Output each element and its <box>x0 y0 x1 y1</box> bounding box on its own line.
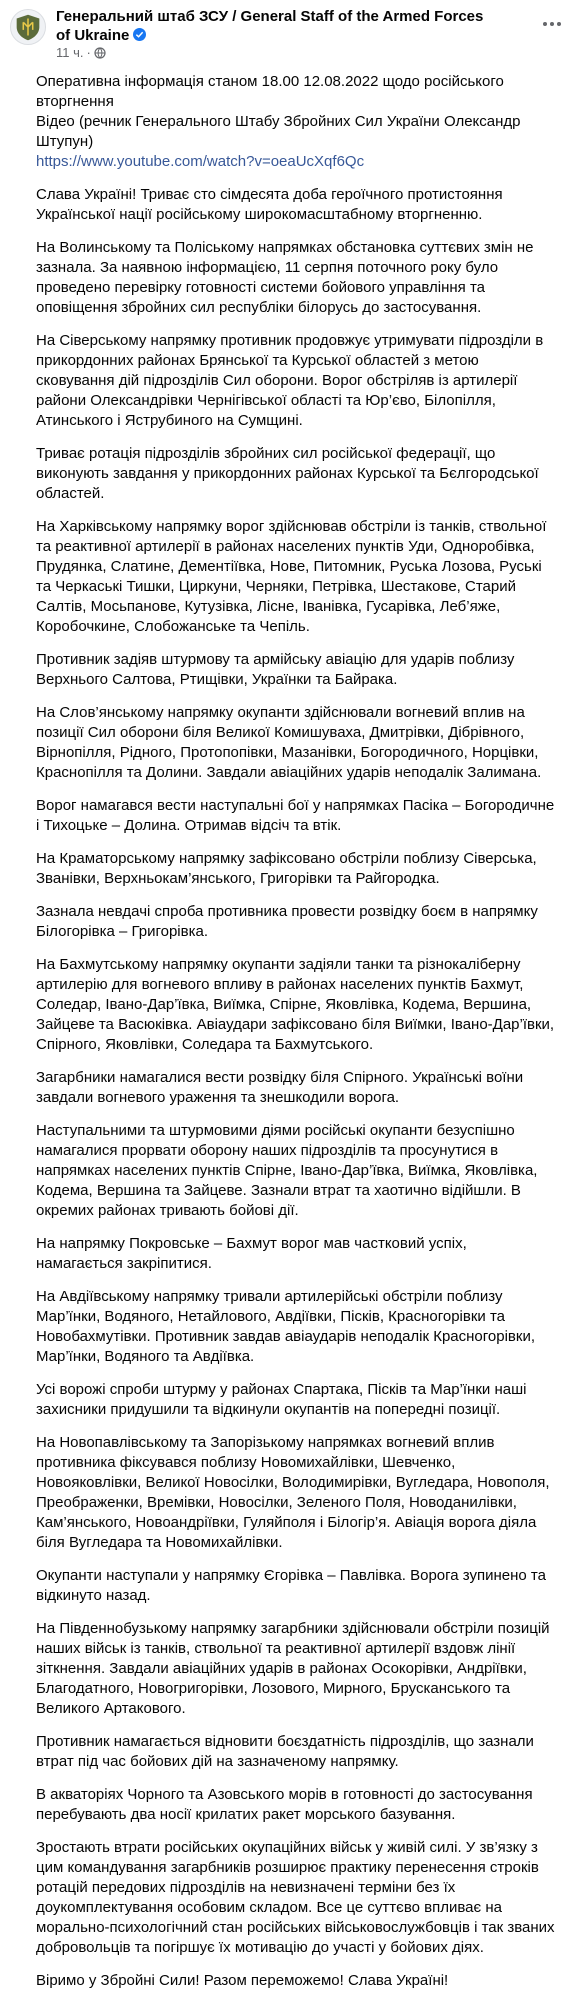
post-paragraph: Противник задіяв штурмову та армійську авіацію для ударів поблизу Верхнього Салтова, Ртищівки, Українки та Байрака. <box>36 651 515 688</box>
post-paragraph: Зростають втрати російських окупаційних військ у живій силі. У зв’язку з цим командування загарбників розширює практику перенесення строків ротацій передових підрозділів на невизначені терміни без їх доукомплектування особовим складом. Все це суттєво впливає на морально-психологічний стан російських військовослужбовців і так званих добровольців та погіршує їх мотивацію до участі у бойових діях. <box>36 1839 555 1956</box>
coat-of-arms-logo <box>11 10 45 44</box>
post-paragraph: На Південнобузькому напрямку загарбники здійснювали обстріли позицій наших військ із танків, ствольної та реактивної артилерії вздовж лінії зіткнення. Завдали авіаційних ударів в районах Осокорівки, Андріївки, Благодатного, Новогригорівки, Лозового, Мирного, Брусканського та Великого Артакового. <box>36 1620 550 1717</box>
post-paragraph: На Авдіївському напрямку тривали артилерійські обстріли поблизу Мар’їнки, Водяного, Нетайлового, Авдіївки, Пісків, Красногорівки та Новобахмутівки. Противник завдав авіаударів неподалік Красногорівки, Мар’їнки, Водяного та Авдіївка. <box>36 1288 536 1365</box>
post-paragraph: Усі ворожі спроби штурму у районах Спартака, Пісків та Мар’їнки наші захисники придушили та відкинули окупантів на попередні позиції. <box>36 1381 527 1418</box>
post-paragraph: Триває ротація підрозділів збройних сил російської федерації, що виконують завдання у прикордонних районах Курської та Бєлгородської областей. <box>36 445 539 502</box>
post-paragraph: На Сіверському напрямку противник продовжує утримувати підрозділи в прикордонних районах Брянської та Курської областей з метою сковування дій підрозділів Сил оборони. Ворог обстріляв із артилерії райони Олександрівки Чернігівської області та Юр’єво, Білопілля, Атинського і Яструбиного на Сумщині. <box>36 332 544 429</box>
post-paragraph: На напрямку Покровське – Бахмут ворог мав частковий успіх, намагається закріпитися. <box>36 1235 467 1272</box>
page-name[interactable]: Генеральний штаб ЗСУ / General Staff of the Armed Forces of Ukraine <box>56 8 484 44</box>
post-paragraph: На Новопавлівському та Запорізькому напрямках вогневий вплив противника фіксувався поблизу Новомихайлівки, Шевченко, Новояковлівки, Великої Новосілки, Володимирівки, Вугледара, Новополя, Преображенки, Времівки, Новосілки, Зеленого Поля, Новоданилівки, Кам’янського, Новоандріївки, Гуляйполя і Білогір’я. Авіація ворога діяла біля Вугледара та Новомихайлівки. <box>36 1434 550 1551</box>
post-paragraph: На Бахмутському напрямку окупанти задіяли танки та різнокаліберну артилерію для вогневого впливу в районах населених пунктів Бахмут, Соледар, Івано-Дар’ївка, Виїмка, Спірне, Яковлівка, Кодема, Вершина, Зайцеве та Васюківка. Авіаудари зафіксовано біля Виїмки, Івано-Дар’ївки, Спірного, Яковлівки, Соледара та Бахмутського. <box>36 956 555 1053</box>
post-timestamp[interactable]: 11 ч. <box>56 45 84 60</box>
globe-icon <box>94 47 106 59</box>
post-meta <box>56 45 106 60</box>
post-intro <box>36 72 556 172</box>
post-paragraph: На Краматорському напрямку зафіксовано обстріли поблизу Сіверська, Званівки, Верхньокам’янського, Григорівки та Райгородка. <box>36 850 537 887</box>
page-name-heading[interactable] <box>56 7 496 45</box>
post-paragraph: Противник намагається відновити боєздатність підрозділів, що зазнали втрат під час бойових дій на зазначеному напрямку. <box>36 1733 534 1770</box>
meta-separator: · <box>86 45 91 60</box>
video-link[interactable]: https://www.youtube.com/watch?v=oeaUcXqf6Qc <box>36 153 365 170</box>
intro-line-1: Оперативна інформація станом 18.00 12.08.2022 щодо російського вторгнення <box>36 73 504 110</box>
post-paragraph: Наступальними та штурмовими діями російські окупанти безуспішно намагалися прорвати оборону наших підрозділів та просунутися в напрямках населених пунктів Спірне, Івано-Дар’ївка, Виїмка, Яковлівка, Кодема, Вершина та Зайцеве. Зазнали втрат та хаотично відійшли. В окремих районах тривають бойові дії. <box>36 1122 538 1219</box>
post-paragraph: Окупанти наступали у напрямку Єгорівка – Павлівка. Ворога зупинено та відкинуто назад. <box>36 1567 546 1604</box>
post-paragraph: В акваторіях Чорного та Азовського морів в готовності до застосування перебувають два носії крилатих ракет морського базування. <box>36 1786 533 1823</box>
post-header <box>0 0 578 64</box>
post-paragraphs <box>36 185 556 1991</box>
post-paragraph: Віримо у Збройні Сили! Разом переможемо! Слава Україні! <box>36 1972 449 1989</box>
post-paragraph: На Слов’янському напрямку окупанти здійснювали вогневий вплив на позиції Сил оборони біля Великої Комишуваха, Дмитрівки, Дібрівного, Вірнопілля, Рідного, Протопопівки, Мазанівки, Богородичного, Норцівки, Краснопілля та Долини. Завдали авіаційних ударів неподалік Залимана. <box>36 704 542 781</box>
more-horizontal-icon <box>543 22 547 26</box>
more-options-button[interactable] <box>536 8 568 40</box>
post-paragraph: Слава Україні! Триває сто сімдесята доба героїчного протистояння Української нації російському широкомасштабному вторгненню. <box>36 186 503 223</box>
intro-line-2: Відео (речник Генерального Штабу Збройних Сил України Олександр Штупун) <box>36 113 521 150</box>
post-paragraph: Загарбники намагалися вести розвідку біля Спірного. Українські воїни завдали вогневого ураження та знешкодили ворога. <box>36 1069 524 1106</box>
post-paragraph: На Волинському та Поліському напрямках обстановка суттєвих змін не зазнала. За наявною інформацією, 11 серпня поточного року було проведено перевірку готовності системи бойового управління та оповіщення збройних сил республіки білорусь до застосування. <box>36 239 534 316</box>
post-paragraph: На Харківському напрямку ворог здійснював обстріли із танків, ствольної та реактивної артилерії в районах населених пунктів Уди, Одноробівка, Прудянка, Слатине, Дементіївка, Нове, Питомник, Руська Лозова, Руські та Черкаські Тишки, Циркуни, Черняки, Петрівка, Шестакове, Старий Салтів, Мосьпанове, Кутузівка, Лісне, Іванівка, Гусарівка, Леб’яже, Коробочкине, Слобожанське та Чепіль. <box>36 518 547 635</box>
page-avatar[interactable] <box>10 9 46 45</box>
verified-badge-icon <box>133 28 146 41</box>
post-paragraph: Зазнала невдачі спроба противника провести розвідку боєм в напрямку Білогорівка – Григорівка. <box>36 903 538 940</box>
post-content <box>36 72 556 2004</box>
post-paragraph: Ворог намагався вести наступальні бої у напрямках Пасіка – Богородичне і Тихоцьке – Долина. Отримав відсіч та втік. <box>36 797 555 834</box>
